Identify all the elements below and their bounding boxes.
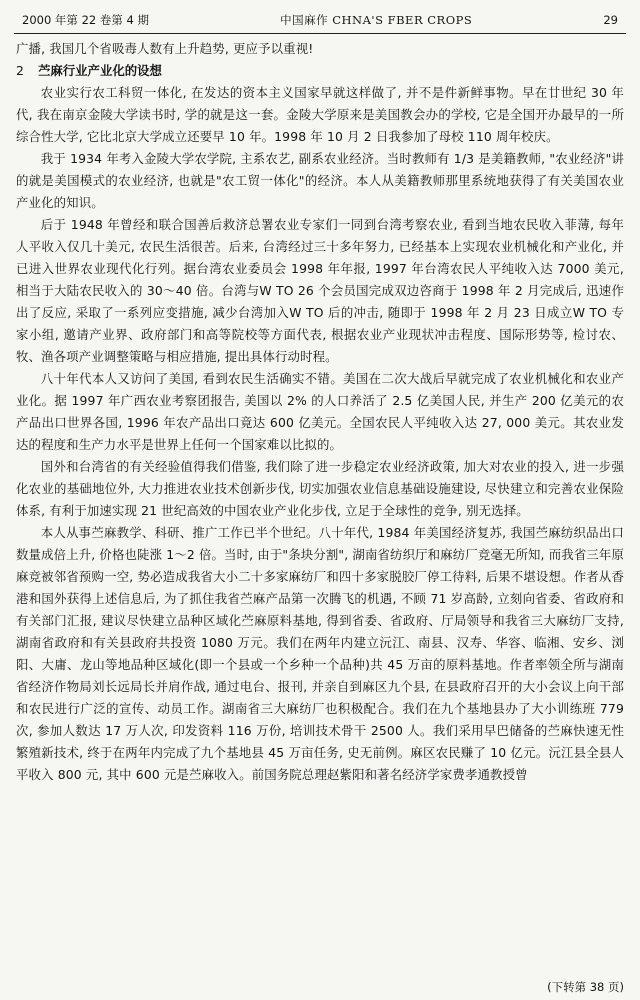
paragraph: 八十年代本人又访问了美国, 看到农民生活确实不错。美国在二次大战后早就完成了农业机械化和农业产业化。据 1997 年广西农业考察团报告, 美国以 2% 的人口养活了 2.5 亿美国人民, 并生产 200 亿美元的农产品出口世界各国, 1996 年农产品出口竟达 600 亿美元。全国农民人平纯收入达 27, 000 美元。其农业发达的程度和生产力水平是世界上任何一个国家难以比拟的。	[16, 371, 624, 452]
paragraph: 农业实行农工科贸一体化, 在发达的资本主义国家早就这样做了, 并不是件新鲜事物。早在廿世纪 30 年代, 我在南京金陵大学读书时, 学的就是这一套。金陵大学原来是美国教会办的学校, 它是全国开办最早的一所综合性大学, 它比北京大学成立还要早 10 年。1998 年 10 月 2 日我参加了母校 110 周年校庆。	[16, 85, 624, 144]
section-heading	[16, 60, 624, 82]
paragraph: 我于 1934 年考入金陵大学农学院, 主系农艺, 副系农业经济。当时教师有 1/3 是美籍教师, "农业经济"讲的就是美国模式的农业经济, 也就是"农工贸一体化"的经济。本人从美籍教师那里系统地获得了有关美国农业产业化的知识。	[16, 151, 624, 210]
paragraph: 后于 1948 年曾经和联合国善后救济总署农业专家们一同到台湾考察农业, 看到当地农民收入菲薄, 每年人平收入仅几十美元, 农民生活很苦。后来, 台湾经过三十多年努力, 已经基本上实现农业机械化和产业化, 并已进入世界农业现代化行列。据台湾农业委员会 1998 年年报, 1997 年台湾农民人平纯收入达 7000 美元, 相当于大陆农民收入的 30～40 倍。台湾与W TO 26 个会员国完成双边咨商于 1998 年 2 月完成后, 迅速作出了反应, 采取了一系列应变措施, 减少台湾加入W TO 后的冲击, 随即于 1998 年 2 月 23 日成立W TO 专家小组, 邀请产业界、政府部门和高等院校等方面代表, 根据农业产业现状冲击程度、国际形势等, 检讨农、牧、渔各项产业调整策略与相应措施, 提出具体行动时程。	[16, 217, 624, 364]
intro-line: 广播, 我国几个省吸毒人数有上升趋势, 更应予以重视!	[16, 41, 314, 56]
section-number: 2	[16, 63, 24, 78]
page-number: 29	[603, 13, 618, 27]
article-body	[14, 34, 626, 786]
issue-info: 2000 年第 22 卷第 4 期	[22, 13, 149, 27]
section-title: 苎麻行业产业化的设想	[38, 63, 162, 78]
continued-note: (下转第 38 页)	[547, 980, 624, 994]
running-header	[14, 8, 626, 34]
journal-title: 中国麻作 CHNA'S FBER CROPS	[280, 13, 473, 27]
paragraph: 国外和台湾省的有关经验值得我们借鉴, 我们除了进一步稳定农业经济政策, 加大对农业的投入, 进一步强化农业的基础地位外, 大力推进农业技术创新步伐, 切实加强农业信息基础设施建设, 尽快建立和完善农业保险体系, 有利于加速实现 21 世纪高效的中国农业产业化步伐, 立足于全球性的竞争, 别无选择。	[16, 459, 624, 518]
paragraph: 本人从事苎麻教学、科研、推广工作已半个世纪。八十年代, 1984 年美国经济复苏, 我国苎麻纺织品出口数量成倍上升, 价格也陡涨 1～2 倍。当时, 由于"条块分割", 湖南省纺织厅和麻纺厂竞毫无所知, 而我省三年原麻竞被邻省预购一空, 势必造成我省大小二十多家麻纺厂和四十多家脱胶厂停工待料, 后果不堪设想。作者从香港和国外获得上述信息后, 为了抓住我省苎麻产品第一次腾飞的机遇, 不顾 71 岁高龄, 立刻向省委、省政府和有关部门汇报, 建议尽快建立品种区域化苎麻原料基地, 得到省委、省政府、厅局领导和我省三大麻纺厂支持, 湖南省政府和有关县政府共投资 1080 万元。我们在两年内建立沅江、南县、汉寿、华容、临湘、安乡、浏阳、大庸、龙山等地品种区域化(即一个县或一个乡种一个品种)共 45 万亩的原料基地。作者率领全所与湖南省经济作物局刘长远局长并肩作战, 通过电台、报刊, 并亲自到麻区九个县, 在县政府召开的大小会议上向干部和农民进行广泛的宣传、动员工作。湖南省三大麻纺厂也积极配合。我们在九个基地县办了大小训练班 779 次, 参加人数达 17 万人次, 印发资料 116 万份, 培训技术骨干 2500 人。我们采用早巴储备的苎麻快速无性繁殖新技术, 终于在两年内完成了九个基地县 45 万亩任务, 史无前例。麻区农民赚了 10 亿元。沅江县全县人平收入 800 元, 其中 600 元是苎麻收入。前国务院总理赵紫阳和著名经济学家费孝通教授曾	[16, 525, 624, 782]
